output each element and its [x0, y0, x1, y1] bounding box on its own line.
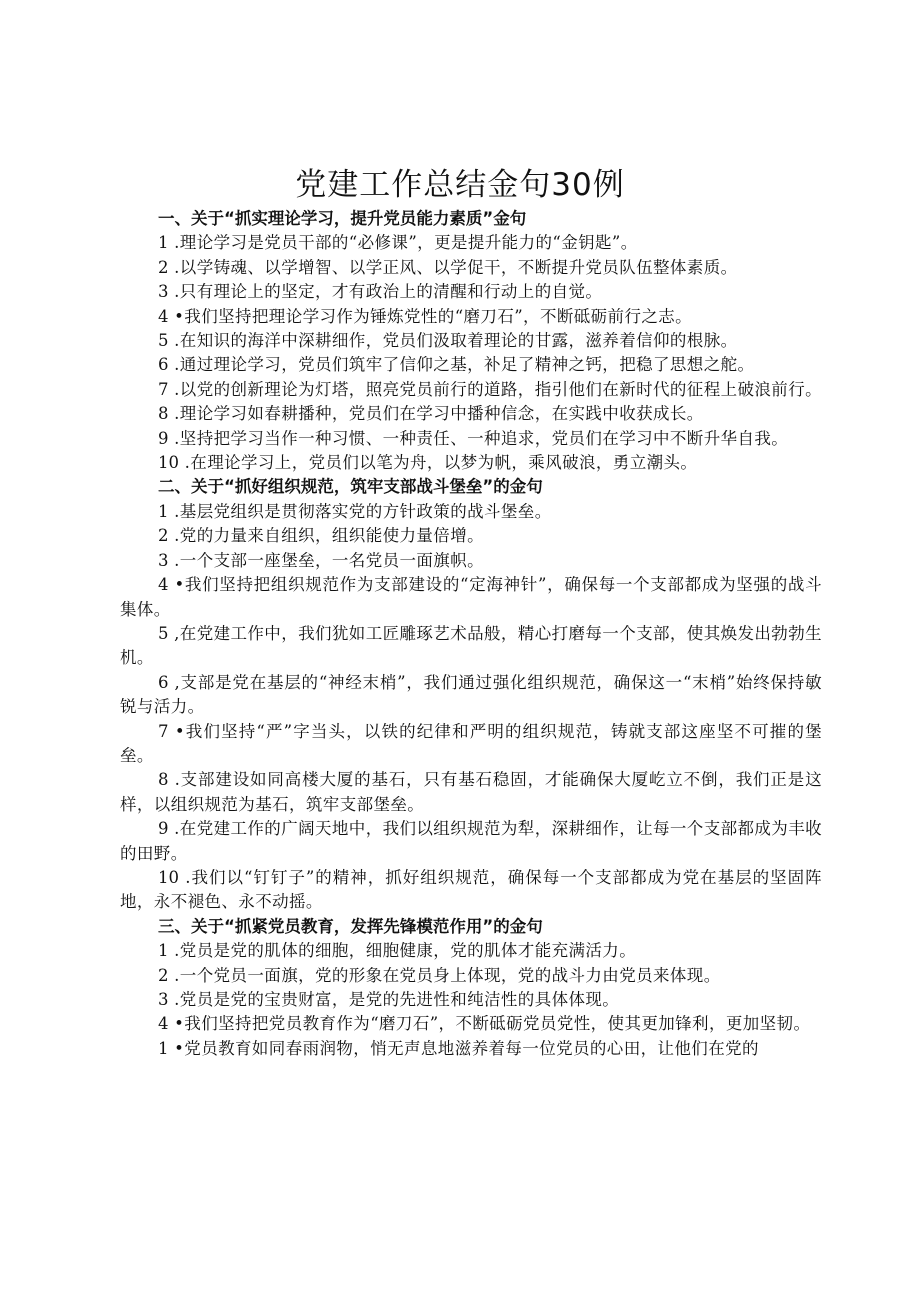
item-text: .党员是党的宝贵财富，是党的先进性和纯洁性的具体体现。 [174, 990, 620, 1009]
document-title: 党建工作总结金句30例 [295, 167, 625, 203]
list-item [120, 866, 822, 915]
item-number: 1 [158, 1038, 169, 1058]
item-text: ,支部是党在基层的“神经末梢”，我们通过强化组织规范，确保这一“末梢”始终保持敏锐与活力。 [120, 672, 822, 717]
item-number: 4 [158, 1014, 169, 1034]
item-number: 7 [158, 379, 169, 399]
item-number: 2 [158, 526, 169, 546]
item-text: .支部建设如同高楼大厦的基石，只有基石稳固，才能确保大厦屹立不倒，我们正是这样，以组织规范为基石，筑牢支部堡垒。 [120, 770, 822, 814]
list-item [120, 329, 822, 353]
list-item [120, 1037, 822, 1061]
item-text: •我们坚持把理论学习作为锤炼党性的“磨刀石”，不断砥砺前行之志。 [174, 306, 693, 326]
item-text: .在理论学习上，党员们以笔为舟，以梦为帆，乘风破浪，勇立潮头。 [184, 453, 698, 473]
list-item [120, 964, 822, 988]
item-text: •我们坚持把组织规范作为支部建设的“定海神针”，确保每一个支部都成为坚强的战斗集体。 [120, 575, 822, 619]
item-number: 3 [158, 550, 169, 570]
item-number: 6 [158, 355, 169, 375]
list-item [120, 1012, 822, 1036]
item-text: .以党的创新理论为灯塔，照亮党员前行的道路，指引他们在新时代的征程上破浪前行。 [174, 379, 823, 399]
list-item [120, 988, 822, 1012]
list-item [120, 817, 822, 866]
item-text: •我们坚持把党员教育作为“磨刀石”，不断砥砺党员党性，使其更加锋利，更加坚韧。 [174, 1014, 811, 1034]
item-number: 3 [158, 282, 169, 302]
section-heading: 三、关于“抓紧党员教育，发挥先锋模范作用”的金句 [158, 916, 543, 936]
item-number: 9 [158, 819, 169, 839]
item-number: 5 [158, 623, 169, 643]
item-text: .一个支部一座堡垒，一名党员一面旗帜。 [174, 550, 485, 570]
item-number: 10 [158, 867, 179, 887]
list-item [120, 353, 822, 377]
item-text: .党的力量来自组织，组织能使力量倍增。 [174, 526, 485, 546]
document-body [120, 207, 822, 1061]
item-number: 2 [158, 257, 169, 277]
section-heading: 二、关于“抓好组织规范，筑牢支部战斗堡垒”的金句 [158, 477, 543, 497]
item-text: .在党建工作的广阔天地中，我们以组织规范为犁，深耕细作，让每一个支部都成为丰收的田野。 [120, 819, 823, 863]
list-item [120, 524, 822, 548]
list-item [120, 500, 822, 524]
item-number: 8 [158, 404, 169, 424]
item-number: 10 [158, 453, 179, 473]
item-number: 7 [158, 721, 169, 741]
item-text: .理论学习如春耕播种，党员们在学习中播种信念，在实践中收获成长。 [174, 404, 704, 424]
list-item [120, 256, 822, 280]
list-item [120, 231, 822, 255]
item-number: 2 [158, 965, 169, 985]
list-item [120, 720, 822, 769]
list-item [120, 622, 822, 671]
item-number: 3 [158, 990, 169, 1009]
list-item [120, 768, 822, 817]
list-item [120, 939, 822, 963]
item-text: .坚持把学习当作一种习惯、一种责任、一种追求，党员们在学习中不断升华自我。 [174, 428, 789, 448]
list-item [120, 451, 822, 475]
list-item [120, 671, 822, 720]
list-item [120, 549, 822, 573]
item-text: .通过理论学习，党员们筑牢了信仰之基，补足了精神之钙，把稳了思想之舵。 [174, 355, 755, 375]
list-item [120, 305, 822, 329]
item-text: •党员教育如同春雨润物，悄无声息地滋养着每一位党员的心田，让他们在党的 [174, 1038, 759, 1058]
list-item [120, 378, 822, 402]
item-text: .理论学习是党员干部的“必修课”，更是提升能力的“金钥匙”。 [174, 233, 638, 253]
item-number: 6 [158, 672, 169, 692]
item-number: 1 [158, 501, 169, 521]
item-text: .一个党员一面旗，党的形象在党员身上体现，党的战斗力由党员来体现。 [174, 965, 721, 985]
item-number: 4 [158, 306, 169, 326]
list-item [120, 427, 822, 451]
item-number: 1 [158, 941, 169, 961]
item-number: 9 [158, 428, 169, 448]
section-heading: 一、关于“抓实理论学习，提升党员能力素质”金句 [158, 209, 527, 228]
item-text: •我们坚持“严”字当头，以铁的纪律和严明的组织规范，铸就支部这座坚不可摧的堡垒。 [120, 721, 822, 765]
item-text: ,在党建工作中，我们犹如工匠雕琢艺术品般，精心打磨每一个支部，使其焕发出勃勃生机。 [120, 623, 823, 668]
item-text: .只有理论上的坚定，才有政治上的清醒和行动上的自觉。 [174, 282, 603, 302]
item-text: .党员是党的肌体的细胞，细胞健康，党的肌体才能充满活力。 [174, 941, 637, 961]
item-text: .基层党组织是贯彻落实党的方针政策的战斗堡垒。 [174, 501, 552, 521]
item-number: 4 [158, 575, 169, 595]
item-number: 1 [158, 233, 169, 253]
item-number: 5 [158, 331, 169, 351]
list-item [120, 402, 822, 426]
list-item [120, 573, 822, 622]
list-item [120, 280, 822, 304]
item-text: .以学铸魂、以学增智、以学正风、以学促干，不断提升党员队伍整体素质。 [174, 257, 738, 277]
item-text: .在知识的海洋中深耕细作，党员们汲取着理论的甘露，滋养着信仰的根脉。 [174, 331, 738, 351]
item-text: .我们以“钉钉子”的精神，抓好组织规范，确保每一个支部都成为党在基层的坚固阵地，永不褪色、永不动摇。 [120, 867, 822, 912]
item-number: 8 [158, 770, 169, 790]
